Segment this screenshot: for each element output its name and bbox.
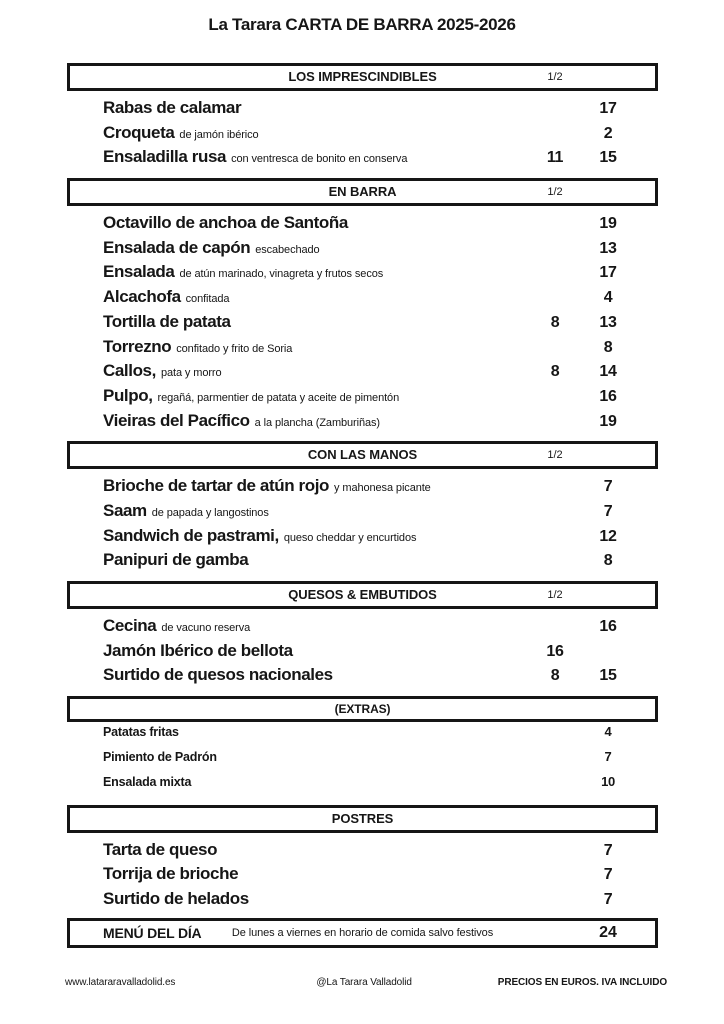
menu-del-dia-price: 24 [599,923,617,941]
item-name: Octavillo de anchoa de Santoña [103,213,348,233]
section-header-box [67,63,658,91]
menu-content [67,63,658,948]
menu-item-row [67,361,658,386]
footer-website: www.latararavalladolid.es [65,977,176,988]
item-name: Callos, [103,361,156,381]
item-price-full: 19 [599,215,617,233]
section-header-box [67,178,658,206]
item-name: Surtido de quesos nacionales [103,665,333,685]
item-description: queso cheddar y encurtidos [283,531,417,544]
item-name: Sandwich de pastrami, [103,525,279,545]
menu-item-row [67,550,658,575]
item-price-full: 19 [599,412,617,430]
item-description: escabechado [255,243,320,256]
menu-item-row [67,147,658,172]
page-title: La Tarara CARTA DE BARRA 2025-2026 [208,15,516,34]
menu-del-dia-title: MENÚ DEL DÍA [103,924,202,941]
item-price-full: 10 [601,774,615,790]
item-price-full: 14 [599,363,617,381]
section-items [67,609,658,696]
item-price-full: 7 [604,749,612,765]
section-items [67,833,658,918]
item-price-full: 17 [599,264,617,282]
menu-item-row [67,616,658,641]
item-name: Ensalada [103,262,175,282]
item-name: Torrija de brioche [103,864,239,884]
menu-del-dia-description: De lunes a viernes en horario de comida salvo festivos [231,926,494,939]
item-name: Panipuri de gamba [103,550,249,570]
menu-item-row [67,501,658,526]
section-header-box [67,696,658,722]
item-name: Torrezno [103,336,172,356]
section-title: POSTRES [331,811,394,827]
item-price-full: 4 [604,724,612,740]
item-price-full: 7 [603,842,613,860]
section-title: (EXTRAS) [334,702,391,717]
menu-item-row [67,312,658,337]
menu-item-row [67,476,658,501]
item-name: Ensalada de capón [103,237,251,257]
item-description: de atún marinado, vinagreta y frutos secos [179,268,384,281]
menu-item-row [67,337,658,362]
menu-item-row [67,287,658,312]
item-price-full: 12 [599,527,617,545]
item-description: confitada [185,293,230,306]
item-name: Croqueta [103,122,175,142]
menu-item-row [67,262,658,287]
menu-item-row [67,864,658,888]
item-price-full: 16 [599,387,617,405]
item-description: de jamón ibérico [179,128,259,141]
item-price-half: 11 [546,149,564,167]
item-price-full: 15 [599,149,617,167]
menu-section [67,441,658,581]
menu-sections [67,63,658,918]
menu-item-row [67,840,658,864]
section-header-box [67,581,658,609]
item-description: con ventresca de bonito en conserva [231,153,408,166]
section-title: EN BARRA [328,184,397,200]
item-price-full: 4 [603,289,613,307]
menu-item-row [67,641,658,666]
item-description: de papada y langostinos [151,506,269,519]
item-price-full: 8 [603,552,613,570]
section-items [67,722,658,805]
menu-item-row [67,889,658,913]
menu-item-row [67,123,658,148]
item-price-full: 16 [599,618,617,635]
menu-item-row [67,411,658,436]
item-name: Patatas fritas [103,725,179,740]
half-portion-column-label: 1/2 [547,71,563,83]
item-price-half: 16 [546,642,564,660]
footer-prices-note: PRECIOS EN EUROS. IVA INCLUIDO [497,977,667,988]
item-price-full: 17 [599,100,617,117]
menu-section [67,581,658,696]
menu-del-dia-box [67,918,658,948]
item-name: Vieiras del Pacífico [103,410,250,430]
item-name: Cecina [103,616,157,635]
item-price-full: 7 [603,866,613,884]
menu-section [67,696,658,805]
section-title: LOS IMPRESCINDIBLES [288,69,437,84]
menu-section [67,805,658,918]
item-price-full: 15 [599,667,617,685]
section-title: QUESOS & EMBUTIDOS [288,587,437,602]
item-price-full: 8 [603,338,613,356]
menu-item-row [67,238,658,263]
item-name: Ensalada mixta [103,775,192,790]
item-price-full: 7 [603,478,613,496]
item-price-full: 7 [603,890,613,908]
half-portion-column-label: 1/2 [547,589,563,601]
item-price-full: 2 [603,124,613,142]
footer-social-handle: @La Tarara Valladolid [316,977,412,988]
menu-item-row [67,98,658,123]
section-header-box [67,441,658,469]
menu-section [67,63,658,178]
item-name: Pimiento de Padrón [103,750,217,765]
item-price-full: 7 [603,502,613,520]
item-name: Tortilla de patata [103,311,231,331]
section-items [67,91,658,178]
item-description: y mahonesa picante [334,482,431,495]
menu-item-row [67,213,658,238]
menu-item-row [67,749,658,774]
item-name: Ensaladilla rusa [103,147,227,167]
item-name: Alcachofa [103,287,181,307]
item-name: Rabas de calamar [103,98,242,117]
menu-item-row [67,526,658,551]
half-portion-column-label: 1/2 [547,449,563,462]
half-portion-column-label: 1/2 [547,186,563,199]
item-name: Saam [103,500,147,520]
menu-item-row [67,724,658,749]
menu-section [67,178,658,441]
item-price-full: 13 [599,239,617,257]
item-price-half: 8 [550,363,560,381]
menu-item-row [67,774,658,799]
item-description: de vacuno reserva [161,622,251,634]
item-description: pata y morro [160,367,222,380]
item-description: confitado y frito de Soria [176,342,293,355]
item-name: Tarta de queso [103,840,218,860]
item-description: regañá, parmentier de patata y aceite de pimentón [157,391,400,404]
section-items [67,469,658,581]
section-items [67,206,658,441]
section-header-box [67,805,658,833]
page-footer [65,977,667,991]
item-description: a la plancha (Zamburiñas) [254,416,380,429]
item-price-half: 8 [550,313,560,331]
item-name: Brioche de tartar de atún rojo [103,476,330,496]
section-title: CON LAS MANOS [307,447,418,463]
menu-item-row [67,665,658,690]
item-price-half: 8 [550,667,560,685]
item-price-full: 13 [599,313,617,331]
menu-item-row [67,386,658,411]
item-name: Pulpo, [103,385,153,405]
item-name: Jamón Ibérico de bellota [103,640,293,660]
item-name: Surtido de helados [103,888,249,908]
